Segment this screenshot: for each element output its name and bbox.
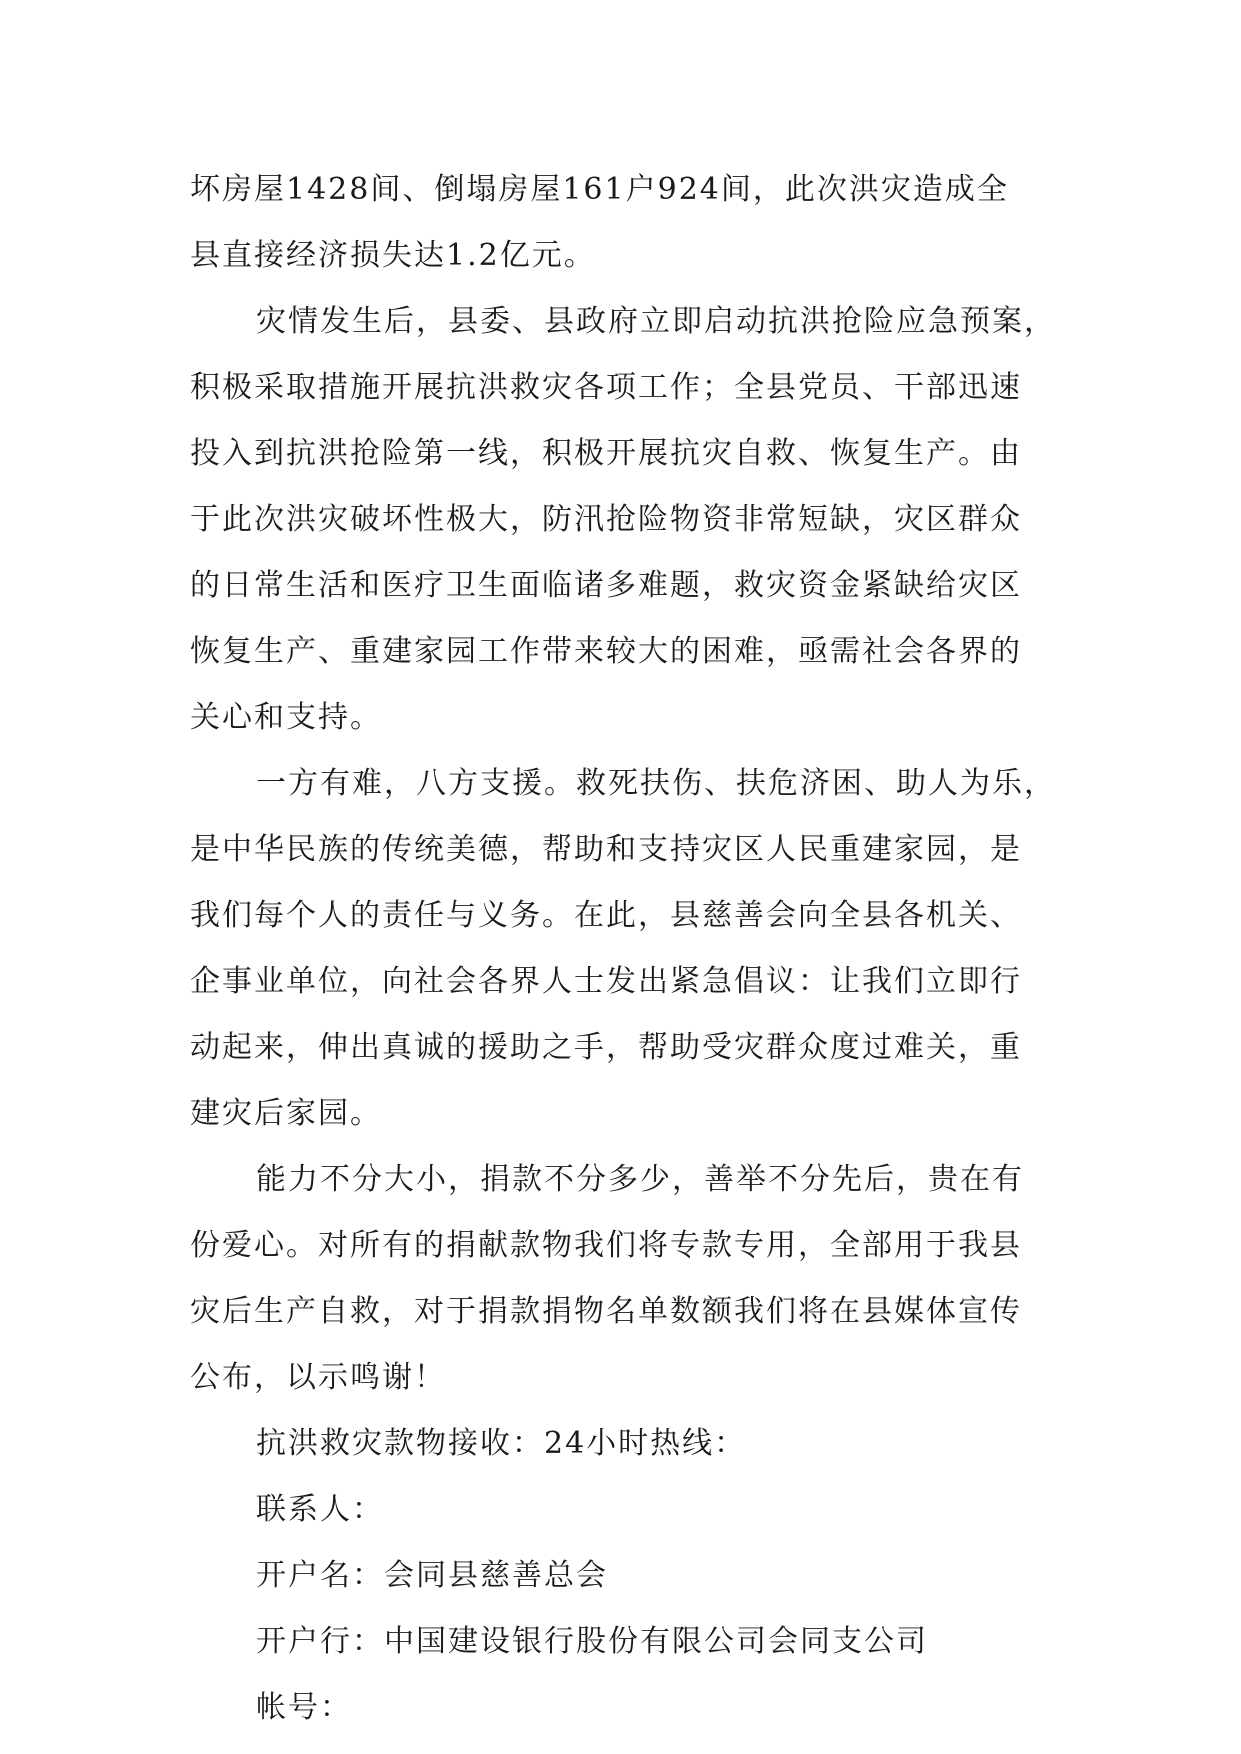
text-line: 关心和支持。 xyxy=(190,700,382,735)
account-name-line: 开户名：会同县慈善总会 xyxy=(256,1558,608,1593)
paragraph-start-line: 一方有难，八方支援。救死扶伤、扶危济困、助人为乐， xyxy=(256,766,1056,801)
text-line: 份爱心。对所有的捐献款物我们将专款专用，全部用于我县 xyxy=(190,1228,1022,1263)
text-line: 的日常生活和医疗卫生面临诸多难题，救灾资金紧缺给灾区 xyxy=(190,568,1022,603)
text-line: 我们每个人的责任与义务。在此，县慈善会向全县各机关、 xyxy=(190,898,1022,933)
text-line: 公布，以示鸣谢！ xyxy=(190,1360,446,1395)
text-line: 是中华民族的传统美德，帮助和支持灾区人民重建家园，是 xyxy=(190,832,1022,867)
document-body xyxy=(190,157,1056,1741)
text-line: 投入到抗洪抢险第一线，积极开展抗灾自救、恢复生产。由 xyxy=(190,436,1022,471)
text-line: 建灾后家园。 xyxy=(190,1096,382,1131)
paragraph-start-line: 能力不分大小，捐款不分多少，善举不分先后，贵在有 xyxy=(256,1162,1024,1197)
bank-line: 开户行：中国建设银行股份有限公司会同支公司 xyxy=(256,1624,928,1659)
account-number-line: 帐号： xyxy=(256,1690,352,1725)
text-line: 县直接经济损失达1.2亿元。 xyxy=(190,238,596,273)
hotline-line: 抗洪救灾款物接收：24小时热线： xyxy=(256,1426,747,1461)
contact-person-line: 联系人： xyxy=(256,1492,384,1527)
text-line: 企事业单位，向社会各界人士发出紧急倡议：让我们立即行 xyxy=(190,964,1022,999)
text-line: 恢复生产、重建家园工作带来较大的困难，亟需社会各界的 xyxy=(190,634,1022,669)
text-line: 坏房屋1428间、倒塌房屋161户924间，此次洪灾造成全 xyxy=(190,172,1009,207)
paragraph-start-line: 灾情发生后，县委、县政府立即启动抗洪抢险应急预案， xyxy=(256,304,1056,339)
text-line: 于此次洪灾破坏性极大，防汛抢险物资非常短缺，灾区群众 xyxy=(190,502,1022,537)
text-line: 动起来，伸出真诚的援助之手，帮助受灾群众度过难关，重 xyxy=(190,1030,1022,1065)
text-line: 灾后生产自救，对于捐款捐物名单数额我们将在县媒体宣传 xyxy=(190,1294,1022,1329)
text-line: 积极采取措施开展抗洪救灾各项工作；全县党员、干部迅速 xyxy=(190,370,1022,405)
